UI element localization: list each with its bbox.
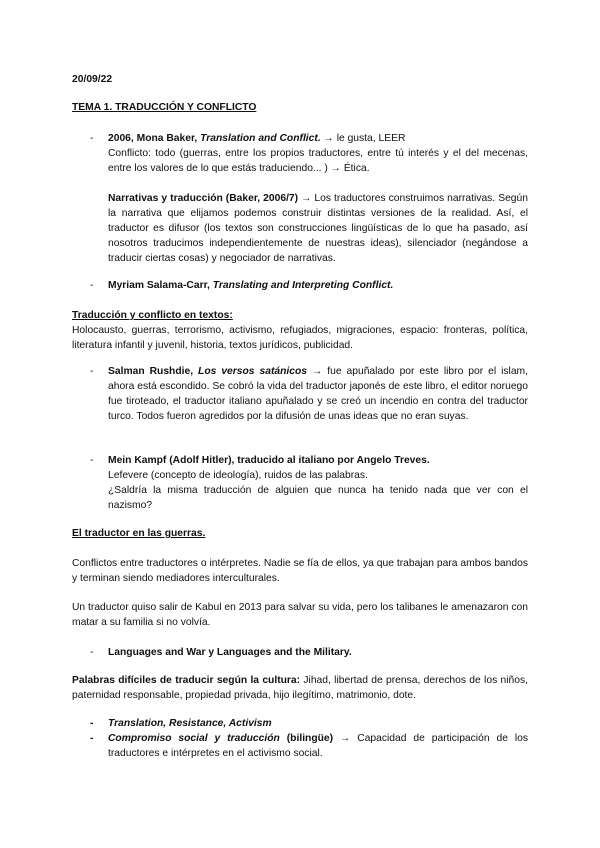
lefevere-line: Lefevere (concepto de ideología), ruidos de las palabras. — [108, 470, 368, 481]
section-heading: Traducción y conflicto en textos: — [72, 310, 233, 321]
bullet: - — [90, 366, 94, 377]
palabras-block: Palabras difíciles de traducir según la cultura: Jihad, libertad de prensa, derechos de los niños, paternidad responsable, propiedad privada, hijo ilegítimo, matrimonio, dote. — [72, 675, 528, 701]
section-textos — [72, 308, 528, 353]
activism-line: Translation, Resistance, Activism — [108, 718, 272, 729]
narrativas-heading: Narrativas y traducción (Baker, 2006/7) — [108, 193, 299, 204]
guerras-paragraph-2: Un traductor quiso salir de Kabul en 2013 para salvar su vida, pero los talibanes le amenazaron con matar a su familia si no volvía. — [72, 602, 528, 628]
section-heading-guerras: El traductor en las guerras. — [72, 528, 206, 539]
bullet: - — [90, 718, 94, 729]
bullet: - — [90, 133, 94, 144]
bullet: - — [90, 455, 94, 466]
baker-block — [108, 131, 528, 176]
mein-kampf-block — [108, 453, 528, 513]
salama-carr-line: Myriam Salama-Carr, Translating and Interpreting Conflict. — [108, 280, 394, 291]
rushdie-text: → fue apuñalado por este libro por el islam, ahora está escondido. Se cobró la vida del traductor japonés de este libro, el editor noruego fue tiroteado, el traductor italiano apuñalado y se creó un incendio en contra del traductor turco. Todos fueron agredidos por la difusión de unas ideas que no eran suyas. — [108, 366, 528, 422]
narrativas-text: → Los traductores construimos narrativas. Según la narrativa que elijamos podemos construir distintas versiones de la realidad. Así, el traductor es difusor (los textos son construcciones lingüísticas de lo que ha pasado, así nosotros traducimos independientemente de nuestras ideas), silenciador (negándose a traducir ciertas cosas) y negociador de narrativas. — [108, 193, 528, 264]
date: 20/09/22 — [72, 74, 113, 85]
narrativas-block — [108, 191, 528, 266]
page-title: TEMA 1. TRADUCCIÓN Y CONFLICTO — [72, 102, 257, 113]
languages-line: Languages and War y Languages and the Military. — [108, 647, 352, 658]
rushdie-block: Salman Rushdie, Los versos satánicos → fue apuñalado por este libro por el islam, ahora está escondido. Se cobró la vida del traductor japonés de este libro, el editor noruego fue tiroteado, el traductor italiano apuñalado y se creó un incendio en contra del traductor turco. Todos fueron agredidos por la difusión de unas ideas que no eran suyas. — [108, 366, 528, 422]
question-line: ¿Saldría la misma traducción de alguien que nunca ha tenido nada que ver con el nazismo? — [108, 485, 528, 511]
baker-heading: 2006, Mona Baker, Translation and Conflict. → le gusta, LEER — [108, 133, 406, 144]
section-text: Holocausto, guerras, terrorismo, activismo, refugiados, migraciones, espacio: fronteras, política, literatura infantil y juvenil, historia, textos jurídicos, publicidad. — [72, 325, 528, 351]
compromiso-block: Compromiso social y traducción (bilingüe) → Capacidad de participación de los traductores e intérpretes en el activismo social. — [108, 733, 529, 759]
bullet: - — [90, 280, 94, 291]
guerras-paragraph-1: Conflictos entre traductores o intérpretes. Nadie se fía de ellos, ya que trabajan para ambos bandos y terminan siendo mediadores interculturales. — [72, 558, 528, 584]
conflicto-text: Conflicto: todo (guerras, entre los propios traductores, entre tú interés y el del mecenas, entre los valores de lo que estás traduciendo... ) → Ética. — [108, 148, 528, 174]
bullet: - — [90, 733, 94, 744]
mein-kampf-heading: Mein Kampf (Adolf Hitler), traducido al italiano por Angelo Treves. — [108, 455, 430, 466]
bullet: - — [90, 647, 94, 658]
